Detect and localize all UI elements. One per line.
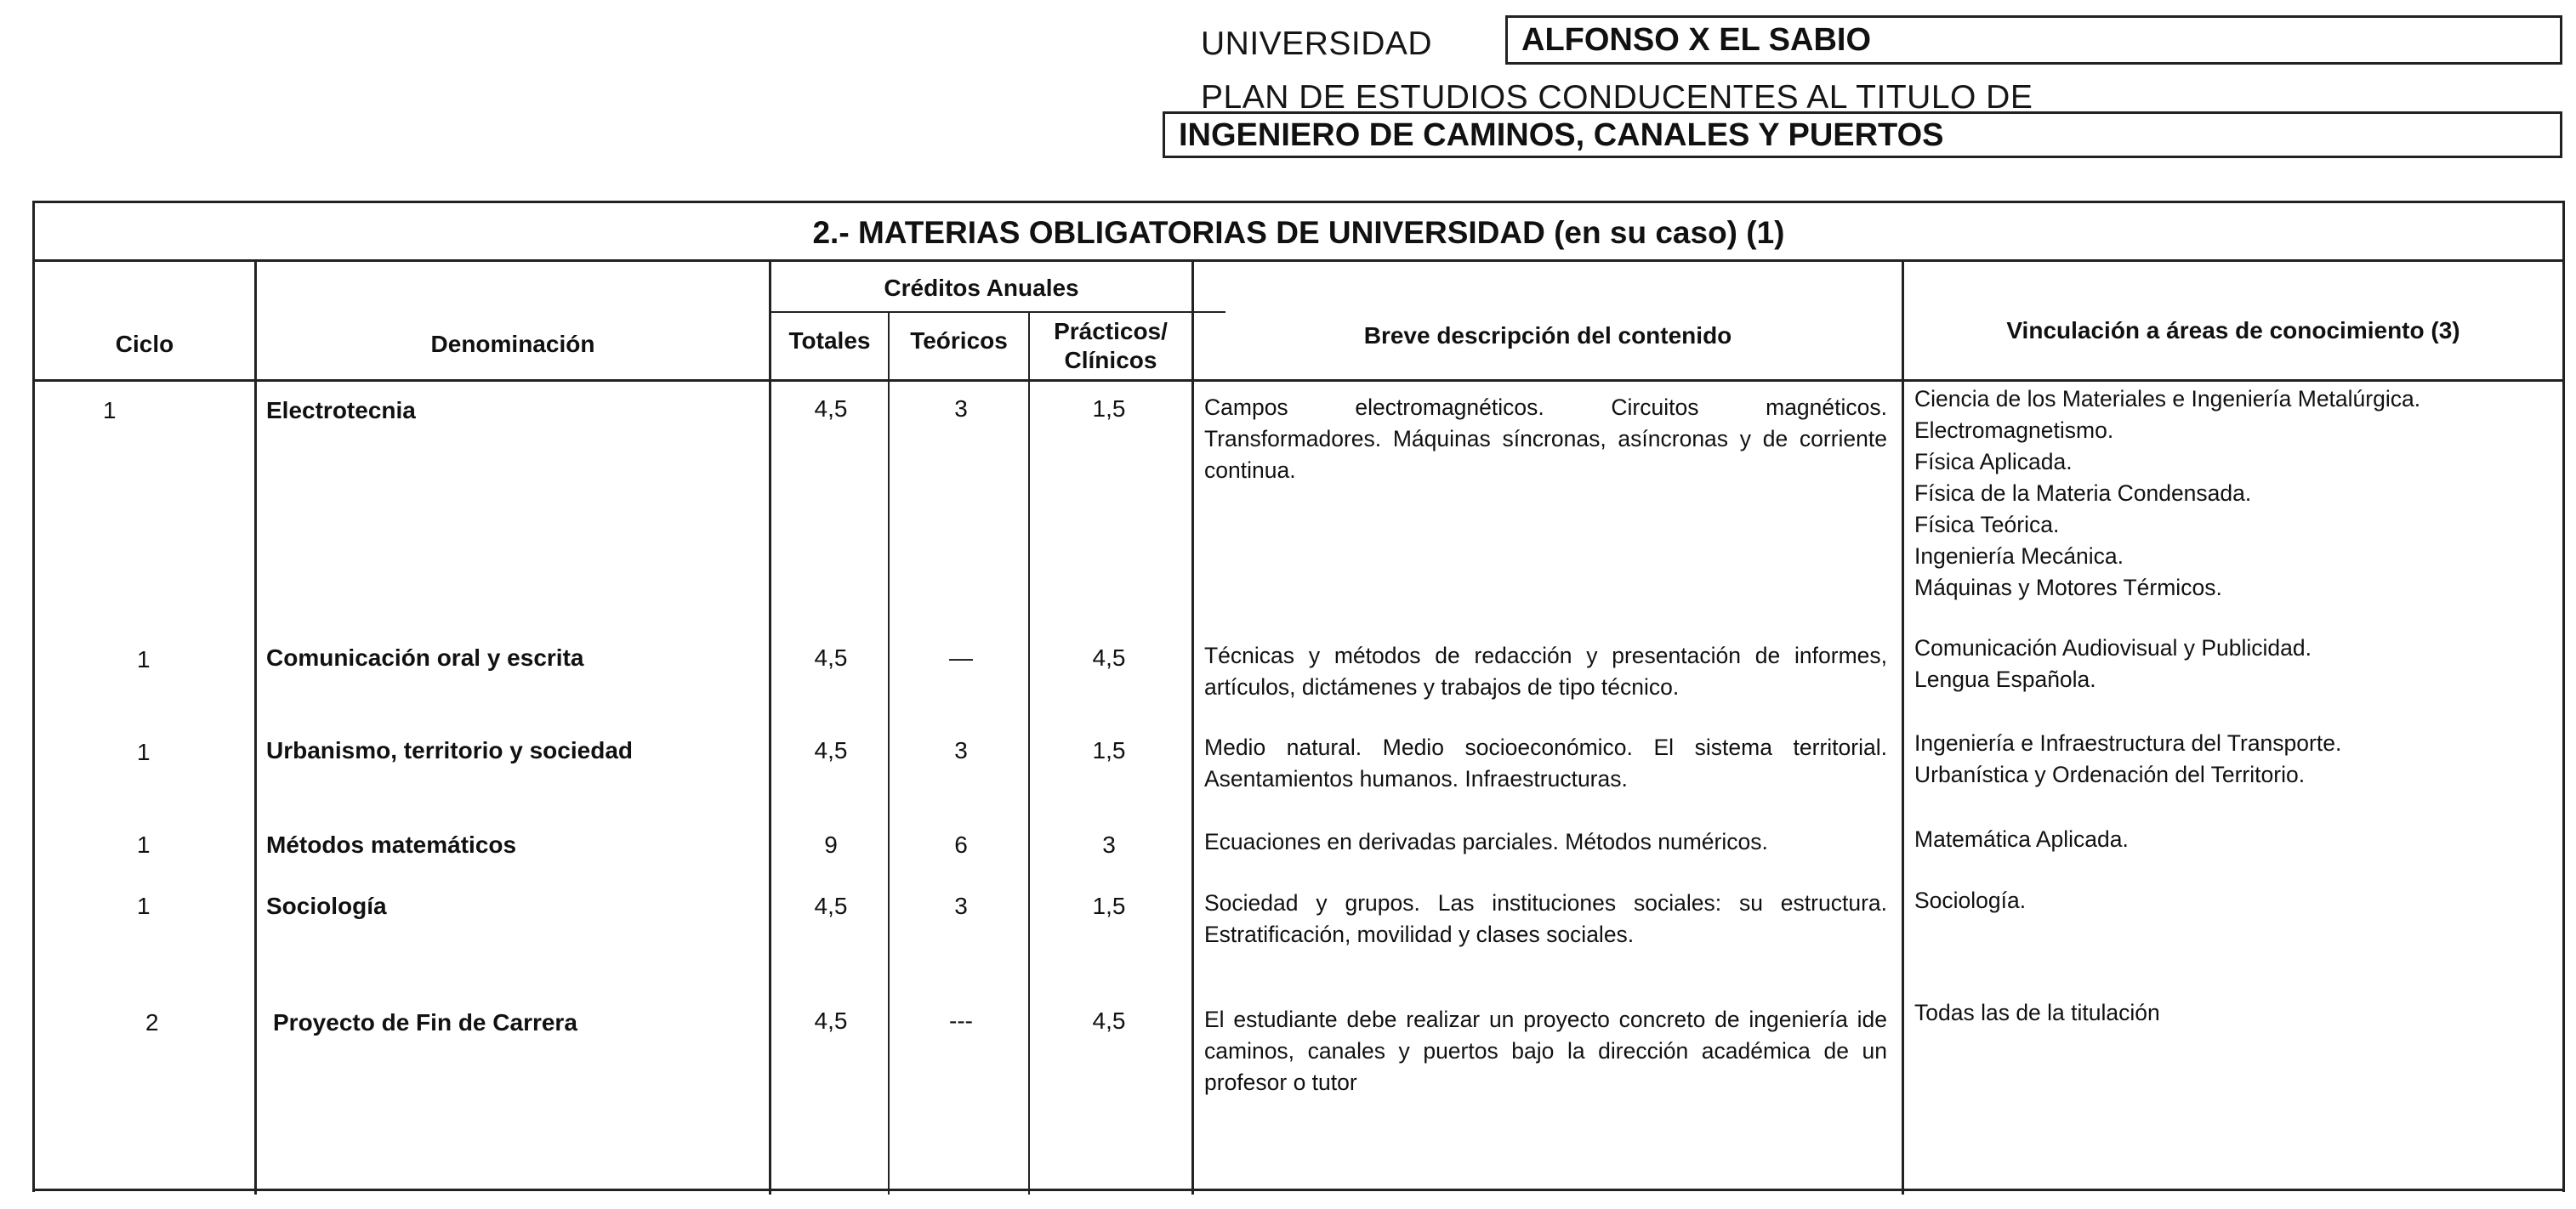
row-5-practicos: 1,5 — [1092, 893, 1126, 919]
col-divider-descripcion — [1902, 261, 1904, 1195]
header-denominacion: Denominación — [430, 331, 595, 357]
row-5-totales: 4,5 — [814, 893, 848, 919]
row-1-practicos: 1,5 — [1092, 395, 1126, 422]
row-6-teoricos: --- — [949, 1008, 973, 1034]
row-5-teoricos: 3 — [954, 893, 968, 919]
row-3-descripcion: Medio natural. Medio socioeconómico. El sistema territorial. Asentamientos humanos. Infraestructuras. — [1204, 735, 1887, 792]
table-bottom-border — [32, 1189, 2565, 1191]
area-item: Lengua Española. — [1914, 667, 2096, 692]
row-2-areas — [1914, 633, 2312, 695]
row-4-teoricos: 6 — [954, 832, 968, 858]
area-item: Física Aplicada. — [1914, 449, 2073, 474]
row-5-ciclo: 1 — [137, 893, 151, 919]
area-item: Comunicación Audiovisual y Publicidad. — [1914, 635, 2312, 661]
row-1-denominacion: Electrotecnia — [266, 397, 416, 423]
header-divider — [35, 379, 2562, 382]
row-1-areas — [1914, 383, 2420, 604]
universidad-label: UNIVERSIDAD — [1201, 26, 1433, 62]
row-2-totales: 4,5 — [814, 644, 848, 671]
row-4-descripcion: Ecuaciones en derivadas parciales. Métodos numéricos. — [1204, 829, 1768, 854]
row-3-practicos: 1,5 — [1092, 737, 1126, 763]
header-creditos-anuales: Créditos Anuales — [884, 275, 1079, 301]
table-title: 2.- MATERIAS OBLIGATORIAS DE UNIVERSIDAD (en su caso) (1) — [812, 215, 1785, 250]
row-2-denominacion: Comunicación oral y escrita — [266, 644, 584, 671]
row-6-denominacion: Proyecto de Fin de Carrera — [273, 1009, 577, 1036]
row-6-practicos: 4,5 — [1092, 1008, 1126, 1034]
header-practicos: Prácticos/ Clínicos — [1054, 318, 1168, 373]
row-6-ciclo: 2 — [145, 1009, 159, 1036]
row-2-ciclo: 1 — [137, 646, 151, 673]
area-item: Ciencia de los Materiales e Ingeniería Metalúrgica. — [1914, 386, 2421, 412]
header-teoricos: Teóricos — [910, 327, 1008, 354]
row-3-totales: 4,5 — [814, 737, 848, 763]
row-1-descripcion: Campos electromagnéticos. Circuitos magnéticos. Transformadores. Máquinas síncronas, asíncronas y de corriente continua. — [1204, 394, 1887, 483]
area-item: Urbanística y Ordenación del Territorio. — [1914, 762, 2306, 787]
header-descripcion: Breve descripción del contenido — [1363, 322, 1732, 349]
titulo-text: INGENIERO DE CAMINOS, CANALES Y PUERTOS — [1179, 116, 1944, 153]
creditos-divider — [771, 311, 1225, 313]
row-5-areas — [1914, 885, 2026, 917]
materias-table — [32, 201, 2565, 1192]
area-item: Electromagnetismo. — [1914, 417, 2114, 443]
row-4-areas — [1914, 824, 2129, 855]
title-divider — [35, 259, 2562, 262]
header-totales: Totales — [788, 327, 871, 354]
row-3-teoricos: 3 — [954, 737, 968, 763]
area-item: Ingeniería e Infraestructura del Transporte. — [1914, 730, 2342, 756]
area-item: Todas las de la titulación — [1914, 1000, 2160, 1025]
row-5-denominacion: Sociología — [266, 893, 387, 919]
universidad-name: ALFONSO X EL SABIO — [1521, 22, 1872, 58]
row-5-descripcion: Sociedad y grupos. Las instituciones sociales: su estructura. Estratificación, movilidad y clases sociales. — [1204, 890, 1887, 947]
row-2-practicos: 4,5 — [1092, 644, 1126, 671]
col-divider-ciclo — [254, 261, 257, 1195]
row-2-teoricos: — — [949, 644, 973, 671]
row-4-denominacion: Métodos matemáticos — [266, 832, 517, 858]
header-vinculacion: Vinculación a áreas de conocimiento (3) — [2006, 317, 2460, 343]
universidad-name-box — [1505, 15, 2562, 65]
row-1-totales: 4,5 — [814, 395, 848, 422]
area-item: Física de la Materia Condensada. — [1914, 480, 2252, 506]
plan-label: PLAN DE ESTUDIOS CONDUCENTES AL TITULO DE — [1201, 79, 2033, 116]
titulo-box — [1163, 111, 2562, 158]
col-divider-creditos — [1191, 261, 1194, 1195]
area-item: Ingeniería Mecánica. — [1914, 543, 2124, 569]
row-3-denominacion: Urbanismo, territorio y sociedad — [266, 737, 633, 763]
row-1-teoricos: 3 — [954, 395, 968, 422]
row-1-ciclo: 1 — [103, 397, 117, 423]
area-item: Máquinas y Motores Térmicos. — [1914, 575, 2222, 600]
row-4-totales: 9 — [824, 832, 838, 858]
row-3-ciclo: 1 — [137, 739, 151, 765]
row-6-totales: 4,5 — [814, 1008, 848, 1034]
row-4-ciclo: 1 — [137, 832, 151, 858]
area-item: Sociología. — [1914, 888, 2027, 913]
area-item: Matemática Aplicada. — [1914, 826, 2129, 852]
row-6-areas — [1914, 997, 2160, 1029]
area-item: Física Teórica. — [1914, 512, 2060, 537]
row-4-practicos: 3 — [1102, 832, 1116, 858]
row-2-descripcion: Técnicas y métodos de redacción y presentación de informes, artículos, dictámenes y trabajos de tipo técnico. — [1204, 643, 1887, 700]
row-6-descripcion: El estudiante debe realizar un proyecto concreto de ingeniería ide caminos, canales y puertos bajo la dirección académica de un profesor o tutor — [1204, 1007, 1887, 1095]
row-3-areas — [1914, 728, 2341, 791]
col-divider-teoricos — [1028, 313, 1030, 1195]
header-ciclo: Ciclo — [115, 331, 174, 357]
